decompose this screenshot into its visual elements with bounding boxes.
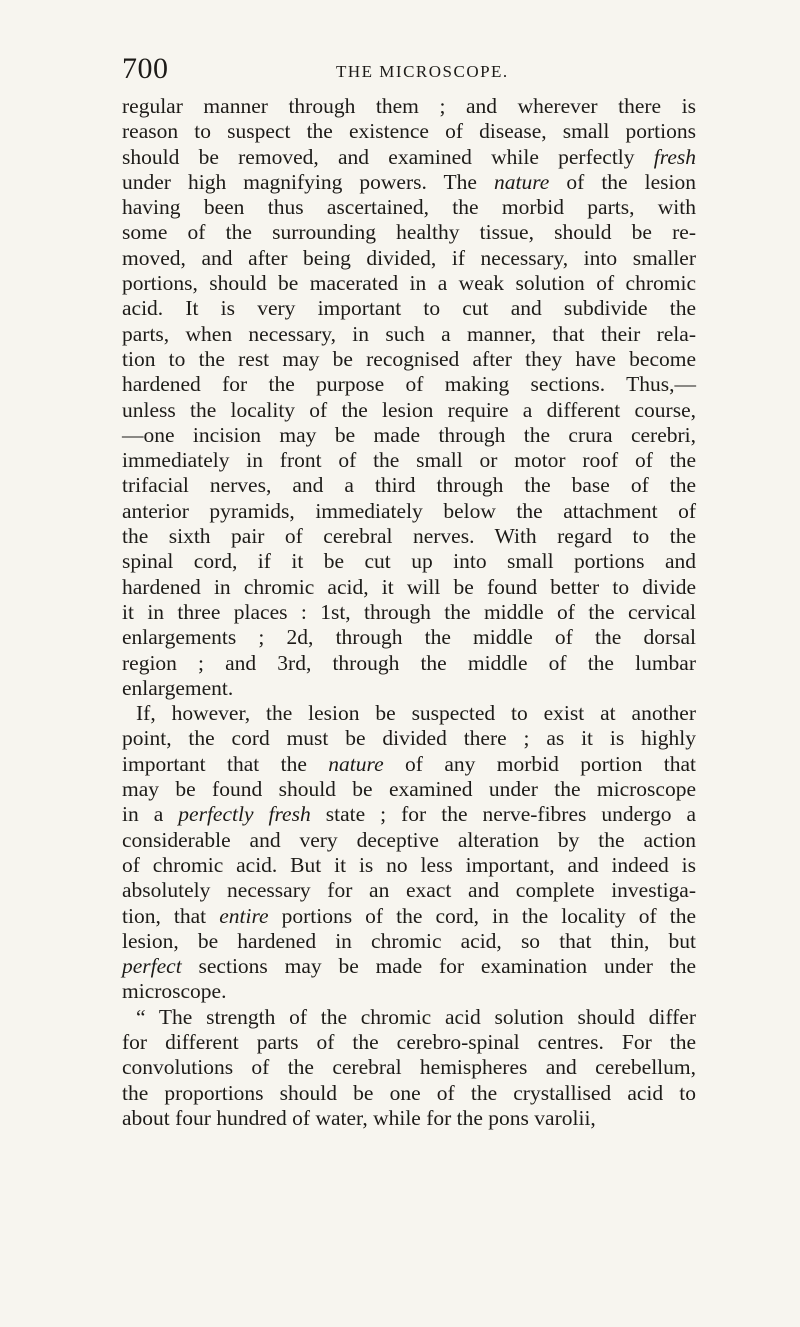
text-line <box>122 802 696 827</box>
text-run: the sixth pair of cerebral nerves. With regard to the <box>122 524 696 549</box>
text-line <box>122 1055 696 1080</box>
text-line <box>122 853 696 878</box>
italic-text: entire <box>219 903 269 928</box>
text-line <box>122 1030 696 1055</box>
text-run: regular manner through them ; and wherever there is <box>122 94 696 118</box>
text-line <box>122 271 696 296</box>
text-line <box>122 145 696 170</box>
text-line <box>122 1106 696 1131</box>
italic-text: nature <box>328 751 384 776</box>
text-run: the proportions should be one of the crystallised acid to <box>122 1080 696 1105</box>
text-run: may be found should be examined under the microscope <box>122 777 696 802</box>
text-line <box>122 423 696 448</box>
text-run: moved, and after being divided, if necessary, into smaller <box>122 245 696 270</box>
text-run: in a <box>122 802 179 827</box>
text-line <box>122 625 696 650</box>
text-run: immediately in front of the small or motor roof of the <box>122 448 696 473</box>
text-run: of any morbid portion that <box>383 751 696 776</box>
text-line <box>122 347 696 372</box>
text-line <box>122 549 696 574</box>
text-line <box>122 448 696 473</box>
text-run: should be removed, and examined while perfectly <box>122 144 654 169</box>
text-run: portions, should be macerated in a weak solution of chromic <box>122 271 696 296</box>
text-run: unless the locality of the lesion require a different course, <box>122 397 696 422</box>
text-run: tion to the rest may be recognised after they have become <box>122 346 696 371</box>
text-line <box>122 979 696 1004</box>
text-line <box>122 878 696 903</box>
text-run: for different parts of the cerebro-spinal centres. For the <box>122 1029 696 1054</box>
text-line <box>122 94 696 119</box>
text-run: considerable and very deceptive alteration by the action <box>122 827 696 852</box>
text-run: parts, when necessary, in such a manner, that their rela- <box>122 321 696 346</box>
text-run: of the lesion <box>549 169 696 194</box>
text-run: trifacial nerves, and a third through the base of the <box>122 473 696 498</box>
italic-text: fresh <box>653 144 696 169</box>
text-run: important that the <box>122 751 329 776</box>
paragraph <box>122 94 696 701</box>
text-line <box>122 220 696 245</box>
text-run: some of the surrounding healthy tissue, should be re- <box>122 220 696 245</box>
text-line <box>122 752 696 777</box>
text-line <box>122 322 696 347</box>
text-run: convolutions of the cerebral hemispheres and cerebellum, <box>122 1055 696 1080</box>
text-run: hardened in chromic acid, it will be found better to divide <box>122 574 696 599</box>
text-line <box>122 954 696 979</box>
text-run: having been thus ascertained, the morbid parts, with <box>122 195 696 220</box>
text-run: —one incision may be made through the crura cerebri, <box>122 422 696 447</box>
text-run: region ; and 3rd, through the middle of the lumbar <box>122 650 696 675</box>
text-run: under high magnifying powers. The <box>122 169 494 194</box>
paragraph <box>122 1005 696 1131</box>
text-run: enlargement. <box>122 675 234 700</box>
text-line <box>122 473 696 498</box>
text-run: enlargements ; 2d, through the middle of the dorsal <box>122 625 696 650</box>
text-run: reason to suspect the existence of disease, small portions <box>122 119 696 144</box>
running-head: THE MICROSCOPE. <box>336 62 509 81</box>
italic-text: perfect <box>122 954 182 979</box>
text-run: spinal cord, if it be cut up into small portions and <box>122 549 696 574</box>
page-number: 700 <box>122 52 169 85</box>
text-run: hardened for the purpose of making sections. Thus,— <box>122 372 696 397</box>
text-run: state ; for the nerve-fibres undergo a <box>310 802 696 827</box>
text-run: about four hundred of water, while for the pons varolii, <box>122 1105 596 1130</box>
text-run: If, however, the lesion be suspected to exist at another <box>136 701 696 726</box>
text-line <box>122 170 696 195</box>
body-text <box>122 94 696 1131</box>
text-line <box>122 119 696 144</box>
text-line <box>122 701 696 726</box>
paragraph <box>122 701 696 1005</box>
text-line <box>122 499 696 524</box>
text-line <box>122 524 696 549</box>
text-run: portions of the cord, in the locality of the <box>268 903 697 928</box>
text-line <box>122 372 696 397</box>
text-line <box>122 575 696 600</box>
text-run: microscope. <box>122 979 227 1004</box>
text-run: point, the cord must be divided there ; as it is highly <box>122 726 696 751</box>
text-line <box>122 600 696 625</box>
text-line <box>122 929 696 954</box>
text-line <box>122 676 696 701</box>
text-line <box>122 828 696 853</box>
text-line <box>122 651 696 676</box>
text-run: absolutely necessary for an exact and complete investiga- <box>122 878 696 903</box>
text-run: “ The strength of the chromic acid solution should differ <box>136 1004 696 1029</box>
text-line <box>122 726 696 751</box>
text-line <box>122 1081 696 1106</box>
text-line <box>122 1005 696 1030</box>
text-run: of chromic acid. But it is no less important, and indeed is <box>122 852 696 877</box>
text-line <box>122 195 696 220</box>
text-line <box>122 296 696 321</box>
text-run: sections may be made for examination under the <box>181 954 696 979</box>
text-run: acid. It is very important to cut and subdivide the <box>122 296 696 321</box>
text-line <box>122 904 696 929</box>
text-run: anterior pyramids, immediately below the attachment of <box>122 498 696 523</box>
italic-text: perfectly fresh <box>178 802 311 827</box>
italic-text: nature <box>494 169 550 194</box>
page-header <box>122 52 696 86</box>
text-line <box>122 398 696 423</box>
text-run: it in three places : 1st, through the middle of the cervical <box>122 599 696 624</box>
text-run: tion, that <box>122 903 220 928</box>
text-run: lesion, be hardened in chromic acid, so that thin, but <box>122 928 696 953</box>
text-line <box>122 246 696 271</box>
text-line <box>122 777 696 802</box>
